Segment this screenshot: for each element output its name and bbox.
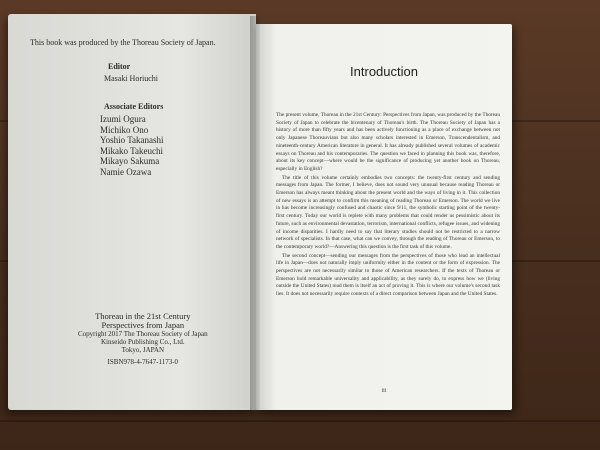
paragraph: The second concept—sending our messages from the perspectives of those who lead an intellectual life in Japan—does not naturally imply uniformity either in the content or the form of expression. The perspectives are not necessarily similar to those of American researchers. If the texts of Thoreau or Emerson hold remarkable universality and applicability, as they surely do, to express how we (living outside the United States) read them is itself an act of proving it. This is where our volume's second task lies. It does not necessarily require contexts of a direct comparison between Japan and the United States. [276, 252, 500, 298]
associate-editor: Namie Ozawa [100, 166, 152, 177]
colophon-title-line1: Thoreau in the 21st Century [95, 311, 191, 321]
page-title: Introduction [350, 64, 418, 79]
associate-editors-heading: Associate Editors [104, 102, 164, 111]
editor-heading: Editor [108, 62, 131, 71]
location-line: Tokyo, JAPAN [121, 346, 165, 354]
publisher-line: Kinseido Publishing Co., Ltd. [100, 338, 185, 346]
associate-editor: Yoshio Takanashi [100, 135, 164, 145]
associate-editor: Mikako Takeuchi [100, 145, 163, 156]
introduction-body [276, 112, 500, 300]
page-number: iii [381, 388, 387, 394]
editor-name: Masaki Horiuchi [104, 74, 158, 83]
isbn-line: ISBN978-4-7647-1173-0 [107, 358, 179, 366]
associate-editors-list [100, 114, 164, 177]
colophon-title-line2: Perspectives from Japan [101, 320, 185, 330]
associate-editor: Michiko Ono [100, 124, 149, 135]
paragraph: The title of this volume certainly embodies two concepts: the twenty-first century and sending messages from Japan. The former, I believe, does not sound very unusual because reading Thoreau or Emerson has always meant thinking about the present world and the ways of living in it. This collection of new essays is an attempt to confirm this meaning of reading Thoreau or Emerson. The world we live in has become increasingly confused and chaotic since 9/11, the symbolic starting point of the twenty-first century. Today our world is replete with many problems that could render us pessimistic about its future, such as environmental devastation, terrorism, international conflicts, refugee issues, and widening of income disparities. I hardly need to say that literary studies should not be restricted to a narrow network of specialists. In that case, what can we convey, through the reading of Thoreau or Emerson, to the contemporary world?—Answering this question is the first task of this volume. [276, 174, 500, 250]
colophon [78, 312, 208, 366]
paragraph: The present volume, Thoreau in the 21st Century: Perspectives from Japan, was produced by the Thoreau Society of Japan to celebrate the bicentenary of Thoreau's birth. The Thoreau Society of Japan has a history of more than fifty years and has been actively functioning as a place of exchange between not only Japanese Thoreauvians but also many scholars interested in Emerson, Transcendentalism, and nineteenth-century American literature in general. It has already published several volumes of academic essays on Thoreau and his contemporaries. The question we faced in planning this book was, therefore, about its key concept—where would be the significance of producing yet another book on Thoreau, especially in English? [276, 112, 500, 172]
associate-editor: Izumi Ogura [100, 114, 146, 124]
associate-editor: Mikayo Sakuma [100, 156, 160, 166]
produced-by-line: This book was produced by the Thoreau Society of Japan. [30, 38, 216, 47]
copyright-line: Copyright 2017 The Thoreau Society of Japan [78, 330, 208, 338]
